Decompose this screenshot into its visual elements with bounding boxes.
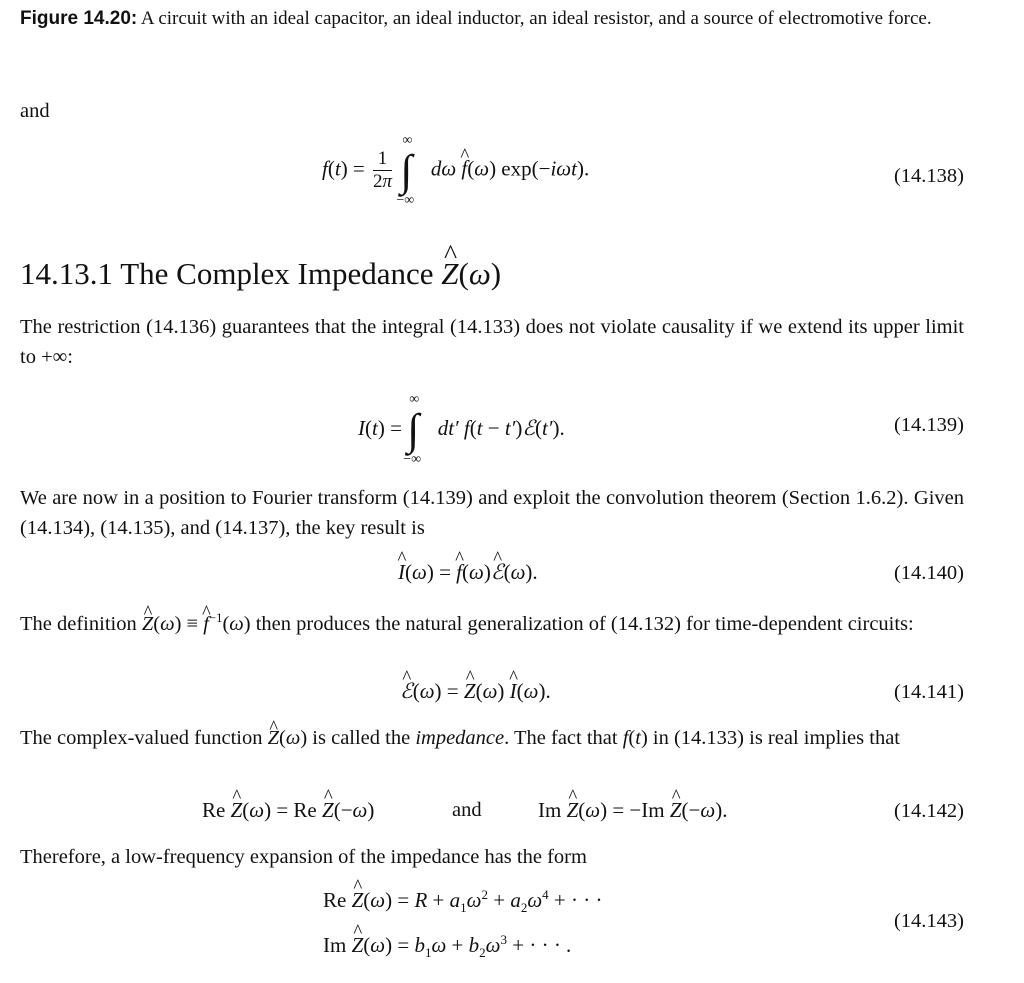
paragraph-4-text-d: in (14.133) is real implies that — [652, 727, 900, 749]
paragraph-3-text-b: then produces the natural generalization of (14.132) for time-dependent circuits: — [255, 612, 914, 635]
paragraph-4-text-b: is called the — [312, 727, 411, 749]
equation-number: (14.139) — [893, 414, 964, 436]
paragraph-4-text-a: The complex-valued function — [20, 727, 263, 749]
equation-number: (14.142) — [893, 800, 964, 822]
paragraph-3: The definition Z ^(ω) ≡ f ^$^{-1}$(ω) then produces the natural generalization of (14.132) for time-dependent circuits: — [20, 603, 964, 639]
equation-14-143-real: Re Z ^(ω) = $R + a_1\omega^2 + a_2\omega^4$ + · · · — [323, 887, 603, 916]
equation-number: (14.138) — [893, 165, 964, 187]
paragraph-and: and — [20, 100, 50, 122]
paragraph-4: The complex-valued function Z ^(ω) is called the impedance. The fact that f(t) in (14.133) is real implies that — [20, 723, 964, 753]
paragraph-2: We are now in a position to Fourier transform (14.139) and exploit the convolution theorem (Section 1.6.2). Given (14.134), (14.135), and (14.137), the key result is — [20, 487, 964, 539]
paragraph-4-text-c: . The fact that — [504, 727, 618, 749]
equation-14-138: f(t) = $\frac{1}{2\pi}$ ∞ ∫ −∞ dω f ^(ω) exp(−iωt). — [322, 148, 589, 193]
section-heading: 14.13.1 The Complex Impedance Z ^(ω) — [20, 256, 501, 292]
paragraph-1: The restriction (14.136) guarantees that the integral (14.133) does not violate causality if we extend its upper limit to +∞: — [20, 316, 964, 368]
figure-label: Figure 14.20: — [20, 8, 138, 29]
equation-14-140: I ^(ω) = f ^(ω)ℰ ^(ω). — [398, 560, 538, 585]
equation-number: (14.143) — [893, 910, 964, 932]
paragraph-3-text-a: The definition — [20, 612, 137, 635]
equation-number: (14.140) — [893, 562, 964, 584]
equation-14-143-imag: Im Z ^(ω) = $b_1\omega + b_2\omega^3$ + · · · . — [323, 932, 571, 961]
section-title: The Complex Impedance — [120, 256, 434, 291]
figure-caption — [20, 6, 980, 32]
paragraph-5: Therefore, a low-frequency expansion of the impedance has the form — [20, 846, 587, 868]
equation-14-139: I(t) = ∞ ∫ −∞ dt′ f(t − t′)ℰ(t′). — [358, 392, 565, 467]
equation-number: (14.141) — [893, 681, 964, 703]
equation-14-142-left: Re Z ^(ω) = Re Z ^(−ω) — [202, 798, 374, 823]
emphasis-impedance: impedance — [415, 727, 505, 749]
equation-conjunction: and — [452, 799, 482, 821]
equation-14-142-right: Im Z ^(ω) = −Im Z ^(−ω). — [538, 798, 727, 823]
section-number: 14.13.1 — [20, 256, 113, 291]
figure-caption-text: A circuit with an ideal capacitor, an ideal inductor, an ideal resistor, and a source of electromotive force. — [140, 8, 932, 29]
equation-14-141: ℰ ^(ω) = Z ^(ω) I ^(ω). — [400, 679, 551, 704]
